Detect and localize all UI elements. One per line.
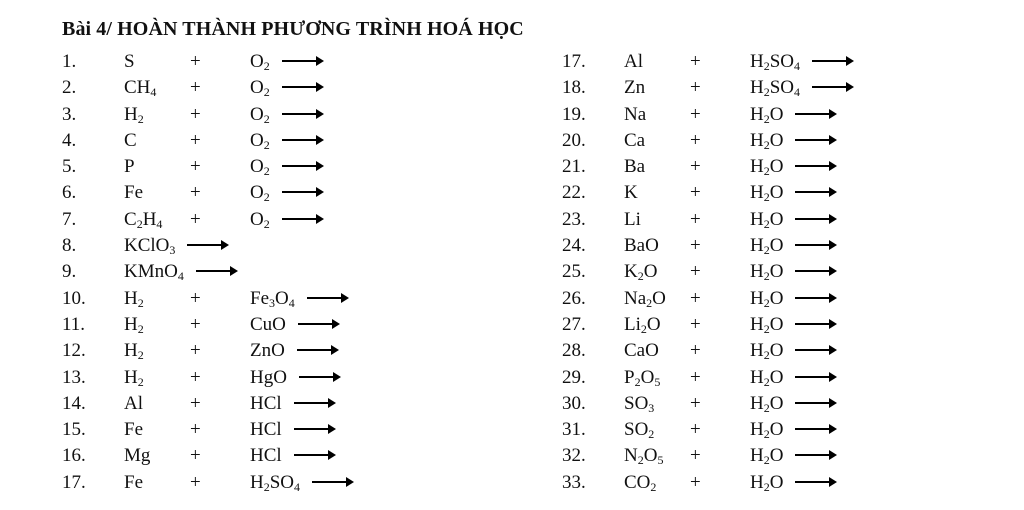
reactant-1: Ba bbox=[624, 156, 646, 178]
plus-sign: + bbox=[690, 471, 701, 493]
equation-number: 15. bbox=[62, 419, 86, 441]
reactant-1: P bbox=[124, 156, 135, 178]
reactant-2: $H_2SO_4$ bbox=[250, 471, 301, 494]
equation-number: 22. bbox=[562, 182, 586, 204]
reactant-1: $H_2$ bbox=[124, 366, 144, 389]
plus-sign: + bbox=[690, 103, 701, 125]
reactant-2: $O_2$ bbox=[250, 103, 270, 126]
reactant-1: $K_2O$ bbox=[624, 261, 658, 284]
reaction-arrow-icon bbox=[298, 323, 338, 325]
reaction-arrow-icon bbox=[282, 218, 322, 220]
reactant-2: $H_2O$ bbox=[750, 287, 784, 310]
reactant-1: $H_2$ bbox=[124, 340, 144, 363]
reactant-2: $O_2$ bbox=[250, 129, 270, 152]
reactant-1: S bbox=[124, 51, 135, 72]
reactant-1: Ca bbox=[624, 129, 646, 151]
reactant-1: CaO bbox=[624, 340, 659, 362]
equation-number: 12. bbox=[62, 340, 86, 362]
reaction-arrow-icon bbox=[795, 481, 835, 483]
reaction-arrow-icon bbox=[812, 86, 852, 88]
reactant-2: $H_2O$ bbox=[750, 471, 784, 494]
reactant-2: $H_2O$ bbox=[750, 313, 784, 336]
reaction-arrow-icon bbox=[795, 428, 835, 430]
reactant-1: $N_2O_5$ bbox=[624, 445, 664, 468]
reactant-1: Li bbox=[624, 208, 641, 230]
equation-number: 16. bbox=[62, 445, 86, 467]
reaction-arrow-icon bbox=[294, 402, 334, 404]
reactant-1: Zn bbox=[624, 77, 646, 99]
reactant-1: $H_2$ bbox=[124, 287, 144, 310]
reaction-arrow-icon bbox=[795, 376, 835, 378]
reaction-arrow-icon bbox=[297, 349, 337, 351]
plus-sign: + bbox=[690, 156, 701, 178]
reaction-arrow-icon bbox=[812, 60, 852, 62]
equation-number: 25. bbox=[562, 261, 586, 283]
reactant-1: Fe bbox=[124, 471, 143, 493]
equation-number: 8. bbox=[62, 235, 77, 257]
plus-sign: + bbox=[190, 287, 201, 309]
plus-sign: + bbox=[190, 182, 201, 204]
reaction-arrow-icon bbox=[299, 376, 339, 378]
plus-sign: + bbox=[190, 392, 201, 414]
plus-sign: + bbox=[190, 208, 201, 230]
reactant-2: HCl bbox=[250, 419, 282, 441]
reactant-2: $H_2O$ bbox=[750, 392, 784, 415]
plus-sign: + bbox=[190, 103, 201, 125]
equation-number: 20. bbox=[562, 129, 586, 151]
plus-sign: + bbox=[690, 445, 701, 467]
reactant-1: C bbox=[124, 129, 137, 151]
reaction-arrow-icon bbox=[795, 349, 835, 351]
reaction-arrow-icon bbox=[795, 139, 835, 141]
reactant-2: $O_2$ bbox=[250, 51, 270, 73]
plus-sign: + bbox=[690, 261, 701, 283]
equation-number: 24. bbox=[562, 235, 586, 257]
plus-sign: + bbox=[690, 287, 701, 309]
reaction-arrow-icon bbox=[795, 191, 835, 193]
plus-sign: + bbox=[190, 445, 201, 467]
reactant-1: $Na_2O$ bbox=[624, 287, 666, 310]
reactant-2: $H_2SO_4$ bbox=[750, 51, 801, 73]
plus-sign: + bbox=[690, 235, 701, 257]
reaction-arrow-icon bbox=[795, 165, 835, 167]
equation-number: 13. bbox=[62, 366, 86, 388]
reactant-2: $H_2O$ bbox=[750, 419, 784, 442]
reactant-1: $SO_2$ bbox=[624, 419, 655, 442]
reactant-2: CuO bbox=[250, 313, 286, 335]
reactant-2: $O_2$ bbox=[250, 208, 270, 231]
reactant-2: ZnO bbox=[250, 340, 285, 362]
plus-sign: + bbox=[190, 419, 201, 441]
plus-sign: + bbox=[190, 129, 201, 151]
reaction-arrow-icon bbox=[795, 270, 835, 272]
reaction-arrow-icon bbox=[795, 218, 835, 220]
plus-sign: + bbox=[190, 366, 201, 388]
plus-sign: + bbox=[190, 156, 201, 178]
reactant-2: $H_2O$ bbox=[750, 208, 784, 231]
equation-number: 14. bbox=[62, 392, 86, 414]
reactant-2: $H_2O$ bbox=[750, 340, 784, 363]
reactant-1: BaO bbox=[624, 235, 659, 257]
reaction-arrow-icon bbox=[187, 244, 227, 246]
reaction-arrow-icon bbox=[282, 139, 322, 141]
reaction-arrow-icon bbox=[294, 428, 334, 430]
equation-number: 32. bbox=[562, 445, 586, 467]
plus-sign: + bbox=[690, 77, 701, 99]
reactant-2: $Fe_3O_4$ bbox=[250, 287, 295, 310]
equation-number: 17. bbox=[562, 51, 586, 72]
equation-number: 4. bbox=[62, 129, 77, 151]
reactant-1: $Li_2O$ bbox=[624, 313, 661, 336]
reaction-arrow-icon bbox=[795, 323, 835, 325]
reaction-arrow-icon bbox=[307, 297, 347, 299]
equation-number: 17. bbox=[62, 471, 86, 493]
equation-number: 33. bbox=[562, 471, 586, 493]
reaction-arrow-icon bbox=[795, 402, 835, 404]
reactant-2: HCl bbox=[250, 392, 282, 414]
equation-number: 9. bbox=[62, 261, 77, 283]
plus-sign: + bbox=[690, 208, 701, 230]
reactant-1: $SO_3$ bbox=[624, 392, 655, 415]
reaction-arrow-icon bbox=[282, 86, 322, 88]
reactant-1: Al bbox=[124, 392, 143, 414]
page-title: Bài 4/ HOÀN THÀNH PHƯƠNG TRÌNH HOÁ HỌC bbox=[62, 18, 524, 40]
equation-number: 2. bbox=[62, 77, 77, 99]
equation-number: 5. bbox=[62, 156, 77, 178]
equation-number: 30. bbox=[562, 392, 586, 414]
reactant-2: $H_2O$ bbox=[750, 103, 784, 126]
reaction-arrow-icon bbox=[196, 270, 236, 272]
reactant-1: $P_2O_5$ bbox=[624, 366, 661, 389]
reactant-2: $H_2O$ bbox=[750, 182, 784, 205]
equation-number: 23. bbox=[562, 208, 586, 230]
reaction-arrow-icon bbox=[294, 454, 334, 456]
plus-sign: + bbox=[190, 313, 201, 335]
equation-number: 31. bbox=[562, 419, 586, 441]
reactant-1: Mg bbox=[124, 445, 151, 467]
plus-sign: + bbox=[690, 313, 701, 335]
reactant-2: $O_2$ bbox=[250, 77, 270, 100]
reactant-2: $H_2O$ bbox=[750, 261, 784, 284]
reactant-1: $H_2$ bbox=[124, 103, 144, 126]
reactant-1: Fe bbox=[124, 182, 143, 204]
plus-sign: + bbox=[690, 129, 701, 151]
reaction-arrow-icon bbox=[282, 60, 322, 62]
plus-sign: + bbox=[690, 51, 701, 72]
reactant-1: $CO_2$ bbox=[624, 471, 657, 494]
reactant-2: $O_2$ bbox=[250, 182, 270, 205]
equation-number: 6. bbox=[62, 182, 77, 204]
reaction-arrow-icon bbox=[795, 113, 835, 115]
reaction-arrow-icon bbox=[282, 191, 322, 193]
reactant-2: $H_2O$ bbox=[750, 156, 784, 179]
plus-sign: + bbox=[190, 471, 201, 493]
reactant-1: KClO$_3$ bbox=[124, 235, 176, 258]
plus-sign: + bbox=[690, 340, 701, 362]
plus-sign: + bbox=[690, 392, 701, 414]
reaction-arrow-icon bbox=[282, 113, 322, 115]
reaction-arrow-icon bbox=[795, 244, 835, 246]
equation-number: 29. bbox=[562, 366, 586, 388]
reactant-1: Al bbox=[624, 51, 643, 72]
reactant-2: $H_2O$ bbox=[750, 235, 784, 258]
reactant-2: HCl bbox=[250, 445, 282, 467]
equation-number: 28. bbox=[562, 340, 586, 362]
equation-number: 21. bbox=[562, 156, 586, 178]
reactant-2: HgO bbox=[250, 366, 287, 388]
equation-number: 1. bbox=[62, 51, 77, 72]
reaction-arrow-icon bbox=[282, 165, 322, 167]
reaction-arrow-icon bbox=[795, 454, 835, 456]
plus-sign: + bbox=[690, 419, 701, 441]
plus-sign: + bbox=[690, 182, 701, 204]
reactant-1: Fe bbox=[124, 419, 143, 441]
plus-sign: + bbox=[690, 366, 701, 388]
plus-sign: + bbox=[190, 340, 201, 362]
plus-sign: + bbox=[190, 77, 201, 99]
plus-sign: + bbox=[190, 51, 201, 72]
reactant-1: $C_2H_4$ bbox=[124, 208, 163, 231]
reactant-2: $H_2SO_4$ bbox=[750, 77, 801, 100]
equation-number: 27. bbox=[562, 313, 586, 335]
reactant-1: $CH_4$ bbox=[124, 77, 157, 100]
equation-number: 26. bbox=[562, 287, 586, 309]
equation-number: 3. bbox=[62, 103, 77, 125]
equation-number: 10. bbox=[62, 287, 86, 309]
equation-number: 19. bbox=[562, 103, 586, 125]
reactant-2: $H_2O$ bbox=[750, 366, 784, 389]
reaction-arrow-icon bbox=[312, 481, 352, 483]
reaction-arrow-icon bbox=[795, 297, 835, 299]
reactant-2: $O_2$ bbox=[250, 156, 270, 179]
equation-number: 7. bbox=[62, 208, 77, 230]
equation-number: 11. bbox=[62, 313, 86, 335]
reactant-1: $H_2$ bbox=[124, 313, 144, 336]
reactant-1: KMnO$_4$ bbox=[124, 261, 184, 284]
reactant-1: Na bbox=[624, 103, 647, 125]
equation-number: 18. bbox=[562, 77, 586, 99]
reactant-2: $H_2O$ bbox=[750, 129, 784, 152]
reactant-2: $H_2O$ bbox=[750, 445, 784, 468]
reactant-1: K bbox=[624, 182, 638, 204]
